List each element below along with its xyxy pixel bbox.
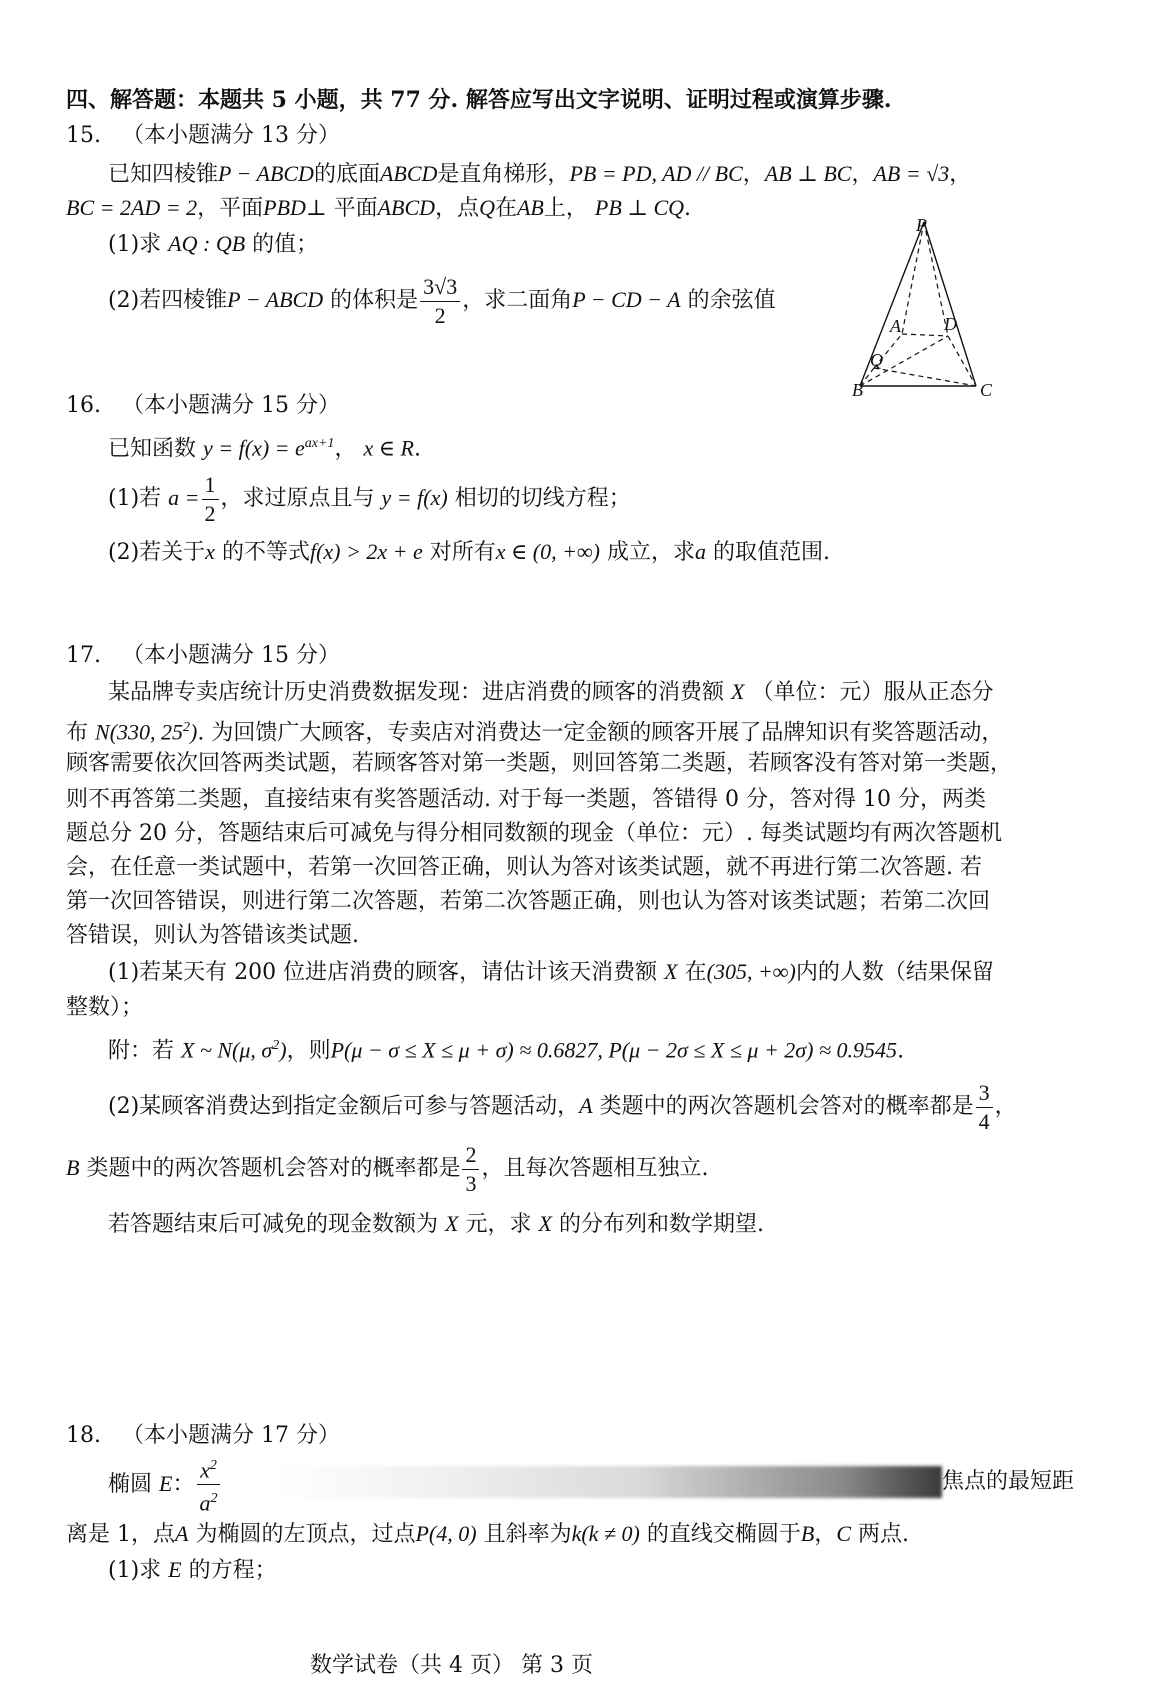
q17-line-7: 第一次回答错误，则进行第二次答题，若第二次答题正确，则也认为答对该类试题；若第二次回 [66,889,991,914]
q18-line-1: 椭圆 E： $\frac{x^2}{a^2}$ [108,1452,222,1518]
label-B: B [852,380,863,398]
q15-line-2: BC = 2AD = 2，平面PBD⊥ 平面ABCD，点Q在AB上， PB ⊥ CQ. [66,195,692,221]
q18-line-1-tail: 焦点的最短距 [942,1469,1075,1494]
fraction: $\frac{2}{3}$ [462,1141,479,1198]
q17-line-1: 某品牌专卖店统计历史消费数据发现：进店消费的顾客的消费额 X （单位：元）服从正态分 [108,679,994,705]
question-number: 17. [66,643,101,668]
fraction: $\frac{3}{4}$ [976,1079,993,1136]
question-score: （本小题满分 15 分） [121,643,340,668]
question-number: 15. [66,123,101,148]
label-D: D [944,314,957,334]
q16-part-2: (2)若关于x 的不等式f(x) > 2x + e 对所有x ∈ (0, +∞) 成立，求a 的取值范围. [108,539,830,565]
q17-line-8: 答错误，则认为答错该类试题. [66,923,359,948]
question-15-heading [66,120,340,152]
question-16-heading [66,390,340,422]
obscured-region [272,1466,942,1498]
pyramid-figure [852,218,1012,398]
edge-PC [924,222,976,386]
section-header: 四、解答题：本题共 5 小题，共 77 分. 解答应写出文字说明、证明过程或演算步骤. [66,87,892,113]
q16-part-1: (1)若 a = $\frac{1}{2}$ ，求过原点且与 y = f(x) 相切的切线方程； [108,471,631,526]
question-score: （本小题满分 15 分） [121,393,340,418]
label-P: P [916,218,927,235]
q17-line-4: 则不再答第二类题，直接结束有奖答题活动. 对于每一类题，答错得 0 分，答对得 10 分，两类 [66,787,986,812]
q17-part-1: (1)若某天有 200 位进店消费的顾客，请估计该天消费额 X 在(305, +∞)内的人数（结果保留 [108,959,994,985]
q18-line-2: 离是 1，点A 为椭圆的左顶点，过点P(4, 0) 且斜率为k(k ≠ 0) 的直线交椭圆于B，C 两点. [66,1521,910,1547]
q17-part-2-ask: 若答题结束后可减免的现金数额为 X 元，求 X 的分布列和数学期望. [108,1211,764,1237]
question-score: （本小题满分 17 分） [121,1423,340,1448]
segment-QC-hidden [874,368,976,386]
label-A: A [890,316,901,336]
q15-part-1: (1)求 AQ : QB 的值； [108,231,319,257]
edge-PA-hidden [902,222,924,334]
question-number: 18. [66,1423,101,1448]
q17-line-6: 会，在任意一类试题中，若第一次回答正确，则认为答对该类试题，就不再进行第二次答题. 若 [66,855,982,880]
question-17-heading [66,640,340,672]
q17-part-1-cont: 整数）； [66,995,144,1020]
fraction: $\frac{3√3}{2}$ [420,273,460,330]
q17-line-3: 顾客需要依次回答两类试题，若顾客答对第一类题，则回答第二类题，若顾客没有答对第一类题， [66,751,1013,776]
fraction: $\frac{1}{2}$ [202,471,219,528]
label-Q: Q [870,350,883,370]
q17-line-2: 布 N(330, $25^2$). 为回馈广大顾客，专卖店对消费达一定金额的顾客开展了品牌知识有奖答题活动， [66,719,1004,746]
question-number: 16. [66,393,101,418]
q15-part-2: (2)若四棱锥P − ABCD 的体积是 $\frac{3√3}{2}$ ，求二面角P − CD − A 的余弦值 [108,273,776,328]
q17-part-2-cont: B 类题中的两次答题机会答对的概率都是 $\frac{2}{3}$ ，且每次答题相互独立. [66,1141,709,1196]
edge-AD-hidden [902,334,948,336]
fraction: $\frac{x^2}{a^2}$ [196,1452,220,1518]
label-C: C [980,380,993,398]
question-score: （本小题满分 13 分） [121,123,340,148]
q17-part-2: (2)某顾客消费达到指定金额后可参与答题活动，A 类题中的两次答题机会答对的概率都是 $\frac{3}{4}$ ， [108,1079,1017,1134]
q15-line-1: 已知四棱锥P − ABCD的底面ABCD是直角梯形，PB = PD, AD // BC，AB ⊥ BC，AB = √3， [108,161,972,187]
question-18-heading [66,1420,340,1452]
q18-part-1: (1)求 E 的方程； [108,1557,277,1583]
q16-line-1: 已知函数 $y = f(x) = e^{ax+1}$， x ∈ R. [108,435,421,462]
page-footer: 数学试卷（共 4 页） 第 3 页 [310,1653,593,1678]
q17-note: 附：若 X ~ N(μ, $\sigma^2$)，则P(μ − σ ≤ X ≤ μ + σ) ≈ 0.6827, P(μ − 2σ ≤ X ≤ μ + 2σ) ≈ 0.9545. [108,1037,905,1064]
q17-line-5: 题总分 20 分，答题结束后可减免与得分相同数额的现金（单位：元）. 每类试题均有两次答题机 [66,821,1002,846]
